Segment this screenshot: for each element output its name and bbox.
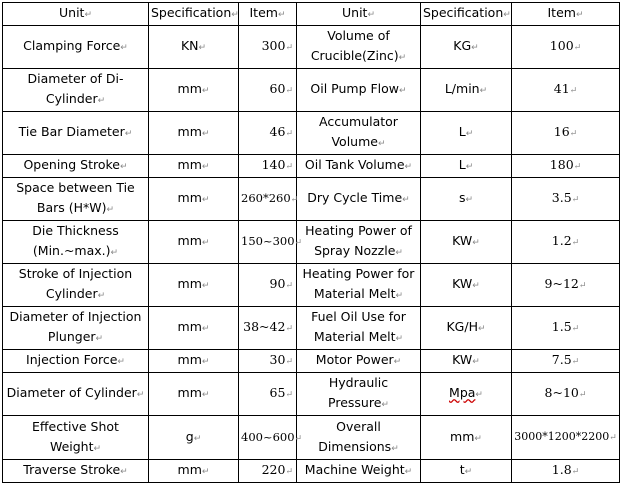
left-spec-cell: mm↵	[149, 221, 239, 264]
header-unit-left: Unit↵	[3, 3, 149, 26]
right-item-cell: 3000*1200*2200↵	[512, 416, 620, 460]
left-unit-cell: Clamping Force↵	[3, 26, 149, 69]
right-unit-cell: Fuel Oil Use for Material Melt↵	[297, 307, 421, 350]
left-item-cell: 46↵	[239, 112, 297, 155]
right-item-cell: 41↵	[512, 69, 620, 112]
left-spec-cell: mm↵	[149, 112, 239, 155]
right-spec-cell: L↵	[421, 112, 512, 155]
left-spec-cell: mm↵	[149, 460, 239, 483]
table-row	[3, 373, 620, 416]
right-spec-cell: L↵	[421, 155, 512, 178]
right-item-cell: 1.2↵	[512, 221, 620, 264]
left-unit-cell: Opening Stroke↵	[3, 155, 149, 178]
right-item-cell: 7.5↵	[512, 350, 620, 373]
left-item-cell: 38~42↵	[239, 307, 297, 350]
right-spec-cell: t↵	[421, 460, 512, 483]
left-unit-cell: Tie Bar Diameter↵	[3, 112, 149, 155]
right-unit-cell: Dry Cycle Time↵	[297, 178, 421, 221]
right-spec-cell: KG↵	[421, 26, 512, 69]
paragraph-mark-icon: ↵	[231, 10, 239, 20]
left-spec-cell: mm↵	[149, 69, 239, 112]
left-unit-cell: Effective Shot Weight↵	[3, 416, 149, 460]
left-unit-cell: Traverse Stroke↵	[3, 460, 149, 483]
left-spec-cell: g↵	[149, 416, 239, 460]
right-unit-cell: Accumulator Volume↵	[297, 112, 421, 155]
left-spec-cell: mm↵	[149, 264, 239, 307]
table-row	[3, 264, 620, 307]
left-item-cell: 300↵	[239, 26, 297, 69]
left-item-cell: 65↵	[239, 373, 297, 416]
right-unit-cell: Volume of Crucible(Zinc)↵	[297, 26, 421, 69]
header-item-left: Item↵	[239, 3, 297, 26]
right-unit-cell: Heating Power for Material Melt↵	[297, 264, 421, 307]
left-spec-cell: mm↵	[149, 155, 239, 178]
left-unit-cell: Die Thickness (Min.~max.)↵	[3, 221, 149, 264]
right-item-cell: 1.5↵	[512, 307, 620, 350]
right-spec-cell: s↵	[421, 178, 512, 221]
paragraph-mark-icon: ↵	[503, 10, 511, 20]
header-specification-left: Specification↵	[149, 3, 239, 26]
right-spec-cell: mm↵	[421, 416, 512, 460]
header-unit-right: Unit↵	[297, 3, 421, 26]
table-row	[3, 69, 620, 112]
right-unit-cell: Heating Power of Spray Nozzle↵	[297, 221, 421, 264]
right-spec-cell: Mpa↵	[421, 373, 512, 416]
left-item-cell: 60↵	[239, 69, 297, 112]
right-item-cell: 3.5↵	[512, 178, 620, 221]
table-row	[3, 26, 620, 69]
paragraph-mark-icon: ↵	[277, 10, 286, 20]
header-specification-right: Specification↵	[421, 3, 512, 26]
specification-table	[2, 2, 620, 483]
left-unit-cell: Diameter of Injection Plunger↵	[3, 307, 149, 350]
right-item-cell: 16↵	[512, 112, 620, 155]
paragraph-mark-icon: ↵	[575, 10, 584, 20]
right-item-cell: 180↵	[512, 155, 620, 178]
right-spec-cell: KG/H↵	[421, 307, 512, 350]
right-item-cell: 1.8↵	[512, 460, 620, 483]
left-item-cell: 140↵	[239, 155, 297, 178]
header-item-right: Item↵	[512, 3, 620, 26]
table-row	[3, 307, 620, 350]
right-spec-cell: KW↵	[421, 264, 512, 307]
left-item-cell: 220↵	[239, 460, 297, 483]
right-spec-cell: KW↵	[421, 221, 512, 264]
right-item-cell: 9~12↵	[512, 264, 620, 307]
right-unit-cell: Oil Tank Volume↵	[297, 155, 421, 178]
left-item-cell: 400~600↵	[239, 416, 297, 460]
table-row	[3, 112, 620, 155]
left-unit-cell: Space between Tie Bars (H*W)↵	[3, 178, 149, 221]
right-item-cell: 8~10↵	[512, 373, 620, 416]
left-item-cell: 150~300↵	[239, 221, 297, 264]
left-unit-cell: Diameter of Cylinder↵	[3, 373, 149, 416]
left-spec-cell: KN↵	[149, 26, 239, 69]
right-unit-cell: Hydraulic Pressure↵	[297, 373, 421, 416]
right-spec-cell: KW↵	[421, 350, 512, 373]
left-spec-cell: mm↵	[149, 350, 239, 373]
left-spec-cell: mm↵	[149, 373, 239, 416]
paragraph-mark-icon: ↵	[84, 10, 92, 20]
table-row	[3, 155, 620, 178]
paragraph-mark-icon: ↵	[367, 10, 375, 20]
left-item-cell: 260*260↵	[239, 178, 297, 221]
table-row	[3, 460, 620, 483]
right-unit-cell: Oil Pump Flow↵	[297, 69, 421, 112]
table-header-row	[3, 3, 620, 26]
right-item-cell: 100↵	[512, 26, 620, 69]
right-spec-cell: L/min↵	[421, 69, 512, 112]
left-unit-cell: Injection Force↵	[3, 350, 149, 373]
left-spec-cell: mm↵	[149, 178, 239, 221]
left-unit-cell: Diameter of Di-Cylinder↵	[3, 69, 149, 112]
right-unit-cell: Machine Weight↵	[297, 460, 421, 483]
right-unit-cell: Overall Dimensions↵	[297, 416, 421, 460]
left-item-cell: 30↵	[239, 350, 297, 373]
right-unit-cell: Motor Power↵	[297, 350, 421, 373]
table-row	[3, 178, 620, 221]
table-row	[3, 350, 620, 373]
left-spec-cell: mm↵	[149, 307, 239, 350]
left-unit-cell: Stroke of Injection Cylinder↵	[3, 264, 149, 307]
table-row	[3, 221, 620, 264]
left-item-cell: 90↵	[239, 264, 297, 307]
table-row	[3, 416, 620, 460]
